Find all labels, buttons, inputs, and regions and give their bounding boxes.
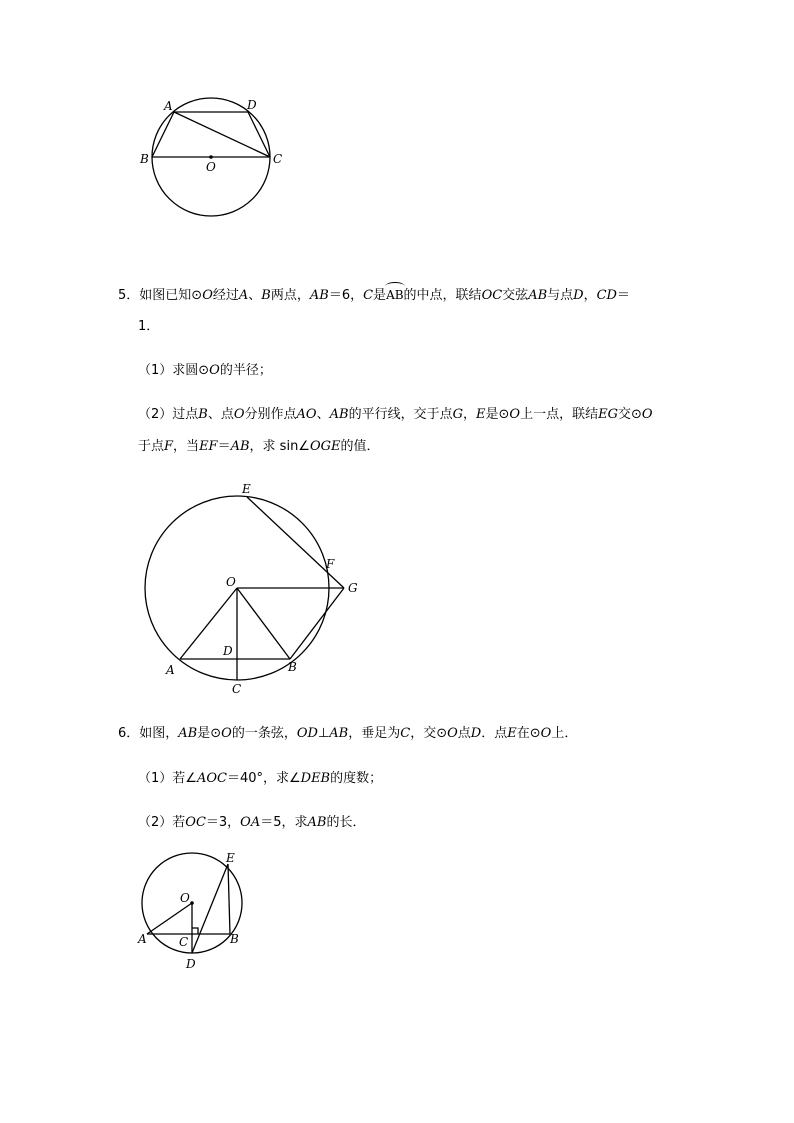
text: 的半径； [219, 363, 272, 378]
center-point-o [190, 901, 194, 905]
var-eg: EG [598, 407, 618, 422]
text: 如图已知⊙ [139, 288, 203, 303]
text: 上一点，联结 [520, 407, 599, 422]
q5-line-2 [138, 318, 159, 336]
text: ＝40°，求∠ [226, 771, 301, 786]
var-c: C [400, 726, 411, 741]
var-ao: AO [296, 407, 317, 422]
text: ， [462, 407, 476, 422]
var-aoc: AOC [196, 771, 227, 786]
var-o: O [641, 407, 653, 422]
label-e: E [226, 851, 235, 865]
text: 如图， [139, 726, 179, 741]
label-d: D [247, 98, 257, 112]
text: ＝3， [205, 815, 241, 830]
text: 是 [373, 288, 387, 303]
label-g: G [348, 581, 358, 595]
label-c: C [232, 682, 242, 696]
var-o: O [509, 407, 521, 422]
label-e: E [242, 482, 251, 496]
label-d: D [223, 644, 233, 658]
text: 分别作点 [244, 407, 297, 422]
text: ⊥ [317, 726, 330, 741]
segment-de [192, 864, 228, 953]
segment-ob [237, 588, 290, 659]
q6-line-1 [118, 725, 577, 743]
q5-part-1 [138, 362, 272, 380]
text: ．点 [481, 726, 508, 741]
figure-2 [130, 478, 380, 698]
label-o: O [180, 891, 190, 905]
q5-number: 5． [118, 288, 140, 303]
text: 是⊙ [197, 726, 222, 741]
var-oge: OGE [309, 439, 341, 454]
segment-ab [152, 112, 174, 157]
var-oa: OA [240, 815, 261, 830]
text: ＝ [217, 439, 231, 454]
var-o: O [202, 288, 213, 303]
text: ，求 sin∠ [249, 439, 310, 454]
segment-eb [228, 864, 230, 934]
text: ，垂足为 [348, 726, 401, 741]
label-o: O [226, 575, 236, 589]
text: 的一条弦， [231, 726, 297, 741]
text: 的值． [340, 439, 380, 454]
text: 点 [457, 726, 471, 741]
label-a: A [166, 663, 175, 677]
label-c: C [179, 935, 189, 949]
var-a: A [238, 288, 249, 303]
var-ef: EF [199, 439, 218, 454]
text: ，当 [173, 439, 200, 454]
center-point-o [209, 155, 213, 159]
q5-part-2-line-2 [138, 438, 380, 456]
text: 与点 [547, 288, 574, 303]
var-e: E [507, 726, 517, 741]
var-d: D [470, 726, 482, 741]
var-ab: AB [230, 439, 250, 454]
label-a: A [164, 99, 173, 113]
text: ＝5，求 [260, 815, 308, 830]
var-d: D [573, 288, 584, 303]
var-cd: CD [596, 288, 617, 303]
label-f: F [326, 557, 335, 571]
var-o: O [447, 726, 458, 741]
text: （2）若 [138, 815, 186, 830]
label-d: D [186, 957, 196, 971]
figure-3 [130, 848, 260, 978]
segment-eg [247, 497, 344, 588]
text: ， [583, 288, 597, 303]
text: 两点， [270, 288, 310, 303]
arc-ab: AB [386, 288, 404, 302]
var-od: OD [296, 726, 318, 741]
var-c: C [363, 288, 374, 303]
text: 的长． [326, 815, 366, 830]
text: 的平行线，交于点 [348, 407, 453, 422]
var-o: O [540, 726, 552, 741]
text: 交弦 [502, 288, 529, 303]
label-b: B [140, 152, 149, 166]
var-g: G [452, 407, 463, 422]
var-deb: DEB [300, 771, 331, 786]
var-o: O [221, 726, 232, 741]
text: 在⊙ [516, 726, 541, 741]
var-ab: AB [329, 407, 349, 422]
var-ab: AB [528, 288, 548, 303]
text: 交⊙ [617, 407, 642, 422]
label-b: B [230, 932, 239, 946]
q6-part-1 [138, 770, 382, 788]
text: 、点 [207, 407, 234, 422]
figure-1 [130, 90, 300, 225]
right-angle-mark [192, 928, 198, 934]
label-a: A [138, 932, 147, 946]
text: ＝ [616, 288, 630, 303]
label-o: O [206, 160, 216, 174]
var-ab: AB [178, 726, 198, 741]
text: 的中点，联结 [403, 288, 482, 303]
q6-number: 6． [118, 726, 140, 741]
label-b: B [288, 660, 297, 674]
segment-dc [248, 112, 270, 157]
var-b: B [198, 407, 208, 422]
q5-line-1 [118, 286, 630, 305]
var-ab: AB [329, 726, 349, 741]
text: （1）若∠ [138, 771, 197, 786]
var-e: E [475, 407, 486, 422]
var-oc: OC [185, 815, 206, 830]
var-f: F [164, 439, 174, 454]
segment-bg [290, 588, 344, 659]
text: ，交⊙ [410, 726, 448, 741]
q6-part-2 [138, 814, 365, 832]
segment-oa [147, 903, 192, 934]
text: 的度数； [330, 771, 383, 786]
label-c: C [273, 152, 283, 166]
text: 是⊙ [485, 407, 510, 422]
var-o: O [209, 363, 220, 378]
var-o: O [233, 407, 245, 422]
q5-part-2-line-1 [138, 406, 653, 424]
text: 、 [316, 407, 330, 422]
text: 上． [551, 726, 578, 741]
var-ab: AB [307, 815, 327, 830]
text: 1． [138, 319, 160, 334]
text: （1）求圆⊙ [138, 363, 210, 378]
text: 经过 [212, 288, 239, 303]
text: 、 [248, 288, 262, 303]
var-oc: OC [481, 288, 503, 303]
text: ＝6， [328, 288, 364, 303]
text: 于点 [138, 439, 165, 454]
var-b: B [261, 288, 271, 303]
text: （2）过点 [138, 407, 199, 422]
var-ab: AB [309, 288, 329, 303]
